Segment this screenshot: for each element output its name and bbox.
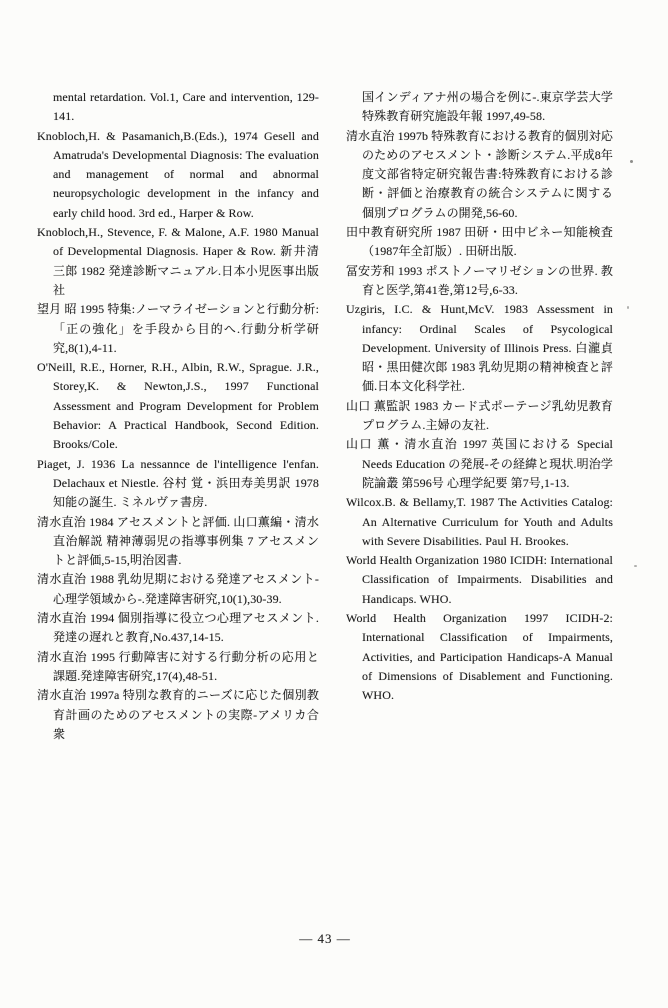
reference-entry: 山口 薫・清水直治 1997 英国における Special Needs Education の発展-その経緯と現状.明治学院論叢 第596号 心理学紀要 第7号,1-13. bbox=[346, 437, 613, 490]
reference-entry: 清水直治 1984 アセスメントと評価. 山口薫編・清水直治解説 精神薄弱児の指導事例集 7 アセスメントと評価,5-15,明治図書. bbox=[37, 514, 319, 568]
reference-entry: Knobloch,H., Stevence, F. & Malone, A.F. 1980 Manual of Developmental Diagnosis. Haper & Row. 新井清三郎 1982 発達診断マニュアル.日本小児医事出版社 bbox=[37, 225, 319, 297]
reference-entry: World Health Organization 1980 ICIDH: International Classification of Impairments. Disabilities and Handicaps. WHO. bbox=[346, 553, 613, 606]
reference-entry: Piaget, J. 1936 La nessannce de l'intelligence l'enfan. Delachaux et Niestle. 谷村 覚・浜田寿美男訳 1978 知能の誕生. ミネルヴァ書房. bbox=[37, 456, 319, 510]
page-number: — 43 — bbox=[299, 931, 351, 946]
scan-speck bbox=[634, 565, 637, 567]
reference-entry: O'Neill, R.E., Horner, R.H., Albin, R.W., Sprague. J.R., Storey,K. & Newton,J.S., 1997 Functional Assessment and Program Development for Problem Behavior: A Practical Handbook, Second Edition. Brooks/Cole. bbox=[37, 360, 319, 452]
reference-entry: 清水直治 1988 乳幼児期における発達アセスメント-心理学領域から-.発達障害研究,10(1),30-39. bbox=[37, 572, 319, 606]
reference-entry: 清水直治 1995 行動障害に対する行動分析の応用と課題.発達障害研究,17(4),48-51. bbox=[37, 649, 319, 683]
reference-entry: 清水直治 1997b 特殊教育における教育的個別対応のためのアセスメント・診断システム.平成8年度文部省特定研究報告書:特殊教育における診断・評価と治療教育の統合システムに関する個別プログラムの開発,56-60. bbox=[346, 128, 613, 220]
reference-entry: 清水直治 1994 個別指導に役立つ心理アセスメント.発達の遅れと教育,No.437,14-15. bbox=[37, 611, 319, 645]
reference-entry: World Health Organization 1997 ICIDH-2: International Classification of Impairments, Activities, and Participation Handicaps-A Manual of Dimensions of Disablement and Functioning. WHO. bbox=[346, 611, 613, 703]
scan-speck bbox=[627, 306, 629, 309]
reference-entry: 清水直治 1997a 特別な教育的ニーズに応じた個別教育計画のためのアセスメントの実際-アメリカ合衆 bbox=[37, 688, 319, 741]
reference-entry: 山口 薫監訳 1983 カード式ポーテージ乳幼児教育プログラム.主婦の友社. bbox=[346, 398, 613, 433]
reference-entry: Uzgiris, I.C. & Hunt,McV. 1983 Assessment in infancy: Ordinal Scales of Psycological Development. University of Illinois Press. 白瀧貞昭・黒田健次郎 1983 乳幼児期の精神検査と評価.日本文化科学社. bbox=[346, 302, 613, 394]
scan-speck bbox=[630, 160, 633, 163]
reference-entry: 田中教育研究所 1987 田研・田中ビネー知能検査（1987年全訂版）. 田研出版. bbox=[346, 225, 613, 259]
reference-entry: mental retardation. Vol.1, Care and intervention, 129-141. bbox=[53, 90, 319, 124]
reference-entry: 冨安芳和 1993 ポストノーマリゼションの世界. 教育と医学,第41巻,第12号,6-33. bbox=[346, 263, 613, 297]
reference-entry: 国インディアナ州の場合を例に-.東京学芸大学特殊教育研究施設年報 1997,49-58. bbox=[362, 90, 613, 124]
references-column-left bbox=[37, 88, 319, 744]
reference-entry: Wilcox.B. & Bellamy,T. 1987 The Activities Catalog: An Alternative Curriculum for Youth and Adults with Severe Disabilities. Paul H. Brookes. bbox=[346, 495, 613, 548]
references-column-right bbox=[346, 88, 613, 706]
reference-entry: 望月 昭 1995 特集:ノーマライゼーションと行動分析:「正の強化」を手段から目的へ.行動分析学研究,8(1),4-11. bbox=[37, 302, 319, 355]
reference-entry: Knobloch,H. & Pasamanich,B.(Eds.), 1974 Gesell and Amatruda's Developmental Diagnosis: The evaluation and management of normal and abnormal neuropsychologic development in the infancy and early child hood. 3rd ed., Harper & Row. bbox=[37, 128, 319, 220]
